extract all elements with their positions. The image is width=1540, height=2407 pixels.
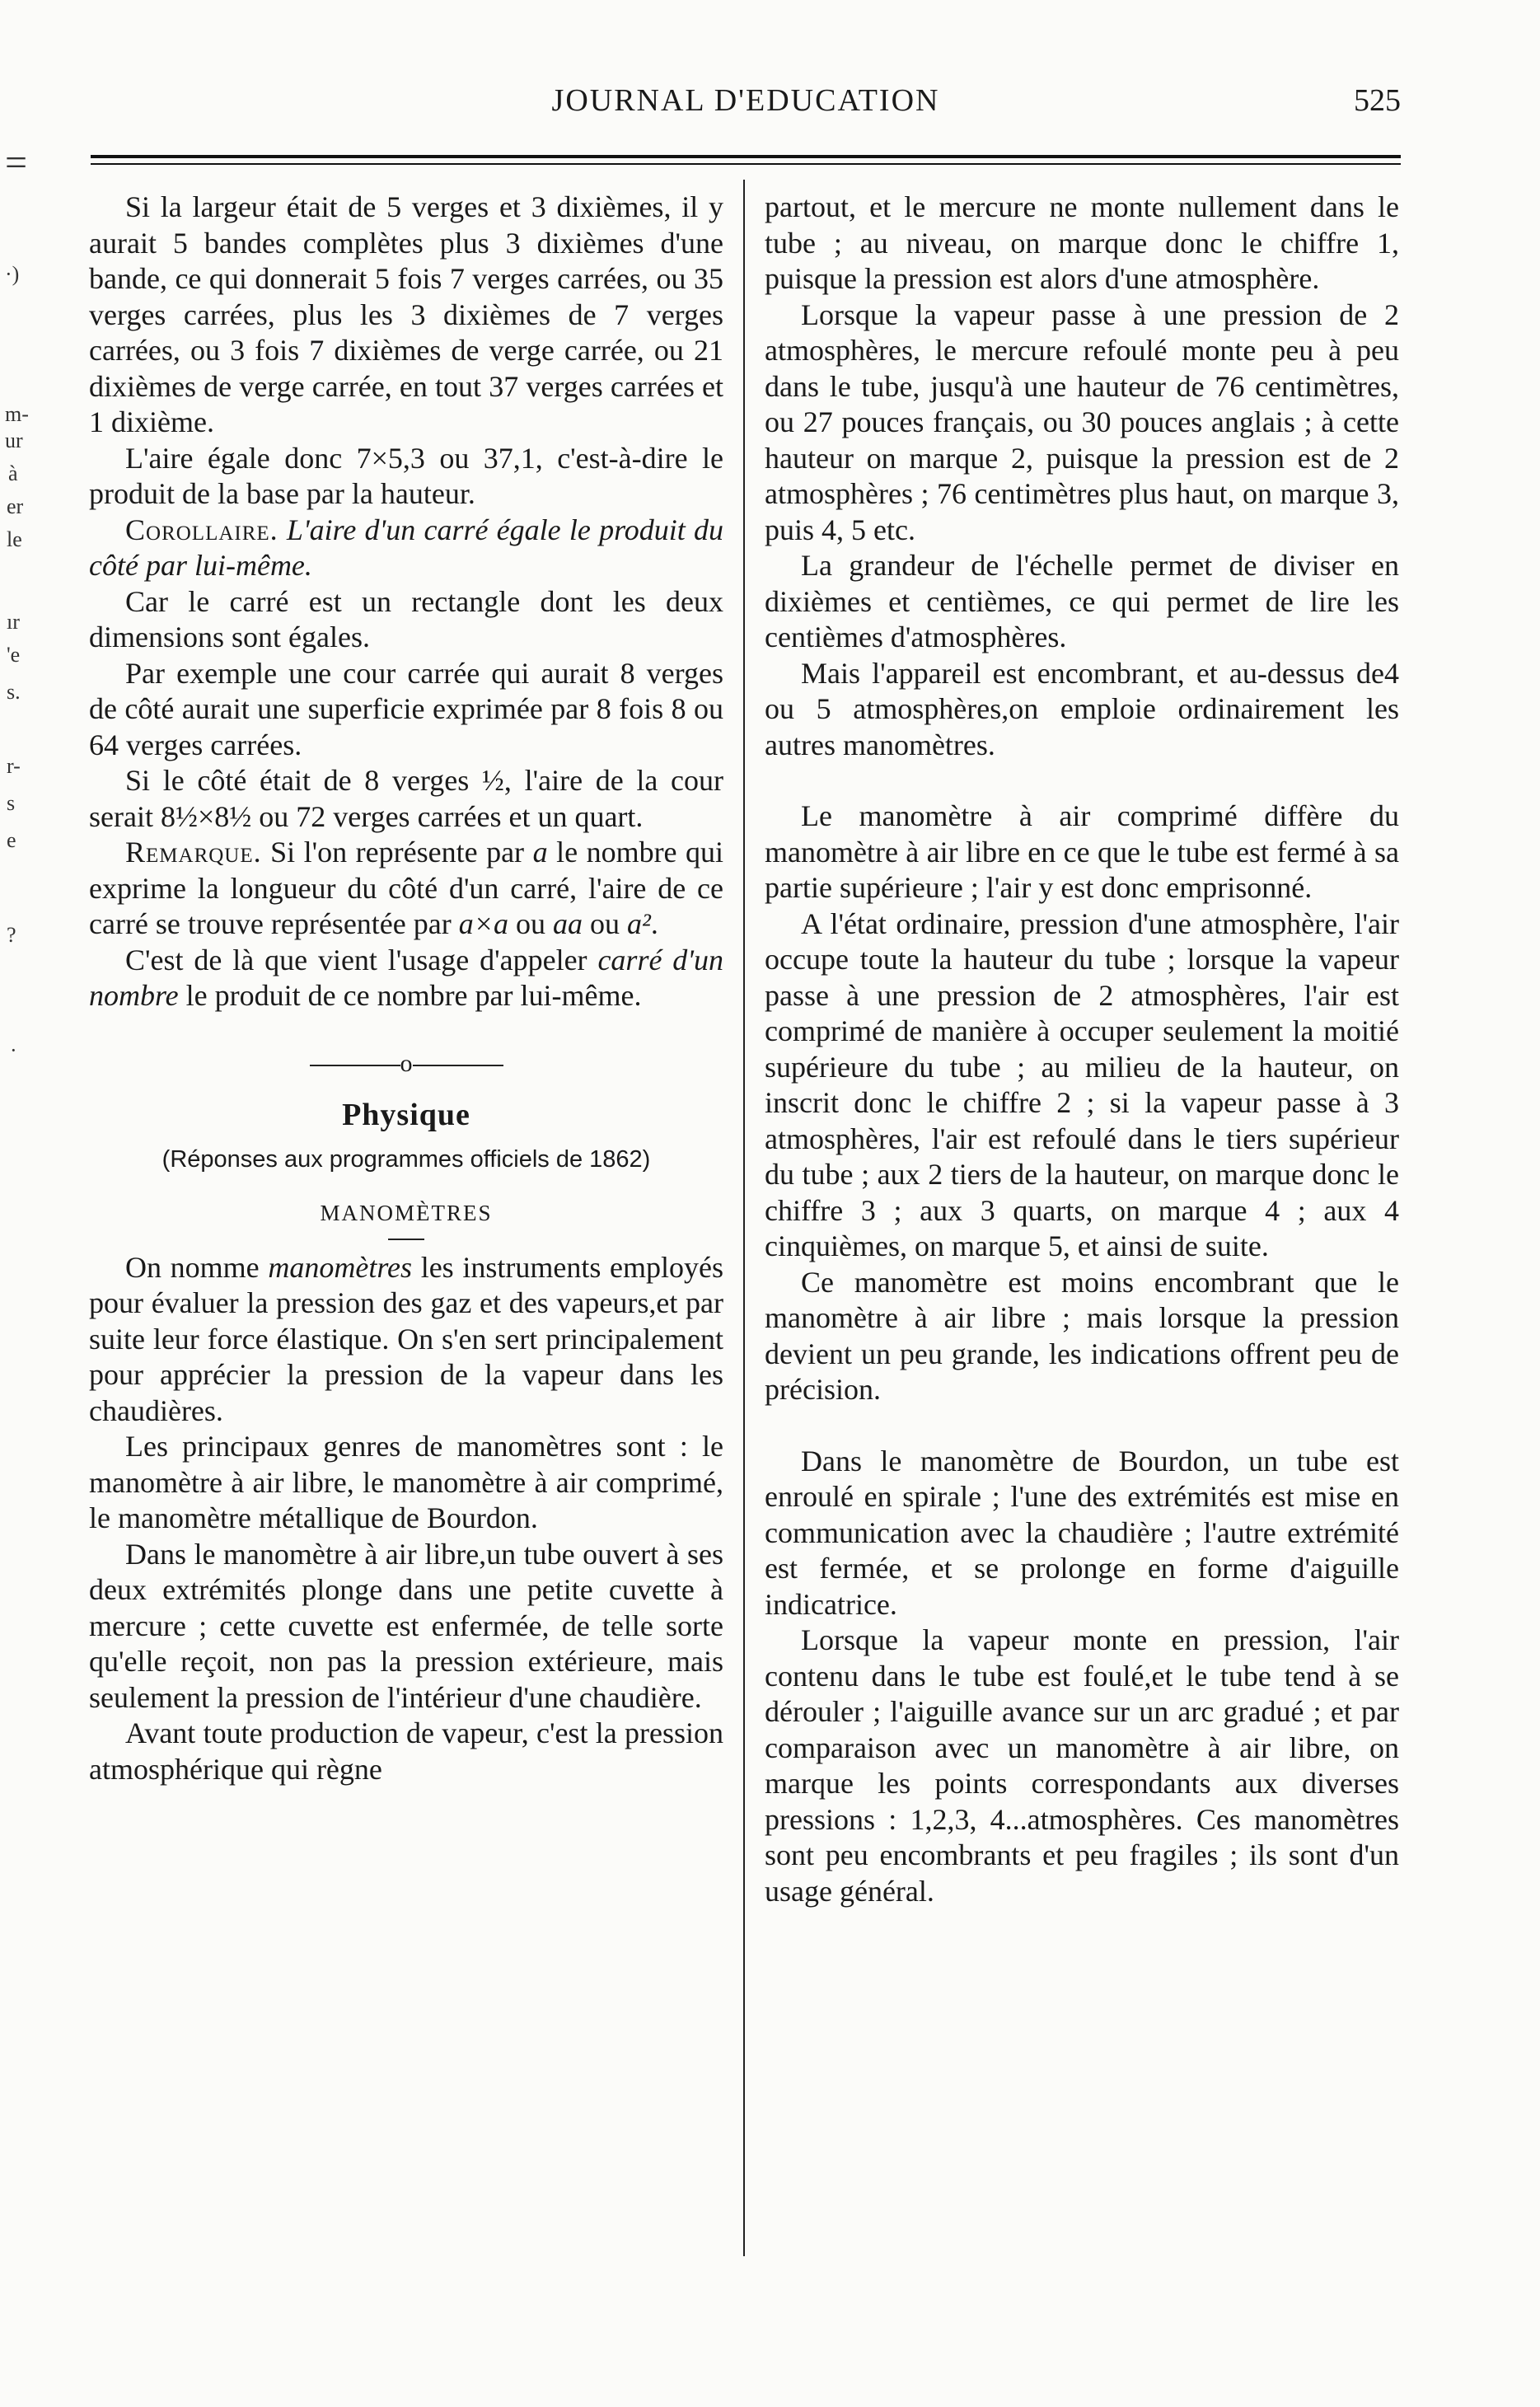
header-rule-thin (91, 163, 1401, 165)
paragraph: Ce manomètre est moins encombrant que le manomètre à air libre ; mais lorsque la pression devient un peu grande, les indications offrent peu de précision. (765, 1265, 1399, 1406)
margin-mark: e (7, 828, 16, 852)
margin-mark: r- (7, 754, 21, 778)
paragraph: Lorsque la vapeur passe à une pression de 2 atmosphères, le mercure refoulé monte peu à peu dans le tube, jusqu'à une hauteur de 76 centimètres, ou 27 pouces français, ou 30 pouces anglais ; à cette hauteur on marque 2, puisque la pression est de 2 atmosphères ; 76 centimètres plus haut, on marque 3, puis 4, 5 etc. (765, 297, 1399, 546)
column-divider (743, 180, 745, 2256)
margin-mark: m- (5, 402, 29, 426)
remark-text: le nombre qui exprime la longueur du côté d'un carré, l'aire de ce carré se trouve représentée par (89, 836, 724, 940)
paragraph: Lorsque la vapeur monte en pression, l'air contenu dans le tube est foulé,et le tube tend à se dérouler ; l'aiguille avance sur un arc gradué ; et par comparaison avec un manomètre à air libre, on marque les points correspondants aux diverses pressions : 1,2,3, 4...atmosphères. Ces manomètres sont peu encombrants et peu fragiles ; ils sont d'un usage général. (765, 1623, 1399, 1908)
section-subtitle: (Réponses aux programmes officiels de 1862) (161, 1145, 651, 1173)
page-number: 525 (1354, 83, 1401, 118)
remark-label: Remarque. (125, 836, 262, 869)
margin-mark: s. (7, 680, 21, 704)
remark-expression: a×a (458, 907, 509, 940)
remark-text: ou (516, 907, 546, 940)
remark-paragraph: Remarque. Si l'on représente par a le nombre qui exprime la longueur du côté d'un carré, l'aire de ce carré se trouve représentée par a×a ou aa ou a². (89, 836, 724, 940)
left-column (89, 190, 723, 1787)
remark-text: Si l'on représente par (270, 836, 525, 869)
paragraph-text: On nomme (125, 1250, 260, 1284)
margin-mark: ? (7, 923, 16, 947)
paragraph: Dans le manomètre de Bourdon, un tube est enroulé en spirale ; l'une des extrémités est mise en communication avec la chaudière ; l'autre extrémité est fermée, et se prolonge en forme d'aiguille indicatrice. (765, 1444, 1399, 1621)
margin-mark: · (10, 1038, 17, 1062)
running-title: JOURNAL D'EDUCATION (551, 83, 940, 118)
remark-expression: a² (627, 907, 651, 940)
paragraph: Dans le manomètre à air libre,un tube ouvert à ses deux extrémités plonge dans une petite cuvette à mercure ; cette cuvette est enfermée, de telle sorte qu'elle reçoit, non pas la pression extérieure, mais seulement la pression de l'intérieur d'une chaudière. (89, 1537, 723, 1714)
margin-mark: le (7, 527, 22, 551)
paragraph: partout, et le mercure ne monte nullement dans le tube ; au niveau, on marque donc le chiffre 1, puisque la pression est alors d'une atmosphère. (765, 190, 1399, 295)
paragraph: La grandeur de l'échelle permet de diviser en dixièmes et centièmes, ce qui permet de lire les centièmes d'atmosphères. (765, 549, 1399, 653)
paragraph: Si la largeur était de 5 verges et 3 dixièmes, il y aurait 5 bandes complètes plus 3 dixièmes d'une bande, ce qui donnerait 5 fois 7 verges carrées, ou 35 verges carrées, plus les 3 dixièmes de 7 verges carrées, ou 3 fois 7 dixièmes de verge carrée, ou 21 dixièmes de verge carrée, en tout 37 verges carrées et 1 dixième. (89, 190, 723, 438)
paragraph: Car le carré est un rectangle dont les deux dimensions sont égales. (89, 584, 723, 653)
margin-mark: à (8, 461, 18, 485)
paragraph: Par exemple une cour carrée qui aurait 8 verges de côté aurait une superficie exprimée par 8 fois 8 ou 64 verges carrées. (89, 656, 723, 761)
corollary-paragraph (89, 513, 723, 584)
margin-mark: ·) (5, 262, 20, 286)
margin-mark: ır (7, 610, 20, 634)
remark-variable: a (532, 836, 548, 869)
header-rule-thick (91, 155, 1401, 158)
sub-heading: MANOMÈTRES (320, 1201, 493, 1225)
separator-mark: o (400, 1049, 413, 1077)
paragraph: Le manomètre à air comprimé diffère du manomètre à air libre en ce que le tube est fermé à sa partie supérieure ; l'air y est donc emprisonné. (765, 799, 1399, 904)
corollary-label: Corollaire. (125, 513, 279, 546)
emphasis: carré d'un nombre (89, 943, 724, 1012)
paragraph: A l'état ordinaire, pression d'une atmosphère, l'air occupe toute la hauteur du tube ; lorsque la vapeur passe à une pression de 2 atmosphères, l'air est comprimé de manière à occuper seulement la moitié supérieure du tube ; au milieu de la hauteur, on inscrit donc le chiffre 2 ; si la vapeur passe à 3 atmosphères, l'air est refoulé dans le tiers supérieur du tube ; aux 2 tiers de la hauteur, on marque donc le chiffre 3 ; aux 3 quarts, on marque 4 ; aux 4 cinquièmes, on marque 5, et ainsi de suite. (765, 906, 1399, 1262)
paragraph (89, 1250, 723, 1430)
margin-mark: = (5, 141, 28, 185)
paragraph: Les principaux genres de manomètres sont : le manomètre à air libre, le manomètre à air comprimé, le manomètre métallique de Bourdon. (89, 1430, 723, 1534)
paragraph: Si le côté était de 8 verges ½, l'aire de la cour serait 8½×8½ ou 72 verges carrées et un quart. (89, 764, 723, 833)
section-title: Physique (342, 1098, 470, 1132)
paragraph (89, 943, 723, 1014)
section-separator (89, 1046, 723, 1082)
margin-mark: er (7, 494, 24, 518)
margin-mark: 'e (7, 643, 21, 667)
paragraph-text: les instruments employés pour évaluer la pression des gaz et des vapeurs,et par suite leur force élastique. On s'en sert principalement pour apprécier la pression de la vapeur dans les chaudières. (89, 1250, 724, 1427)
margin-mark: s (7, 791, 16, 815)
paragraph: L'aire égale donc 7×5,3 ou 37,1, c'est-à-dire le produit de la base par la hauteur. (89, 441, 723, 510)
paragraph-text: le produit de ce nombre par lui-même. (185, 979, 642, 1012)
page-header (91, 82, 1401, 132)
separator-line (310, 1065, 400, 1066)
paragraph-text: C'est de là que vient l'usage d'appeler (125, 943, 587, 976)
paragraph: Avant toute production de vapeur, c'est la pression atmosphérique qui règne (89, 1716, 723, 1786)
emphasis: manomètres (268, 1250, 412, 1284)
right-column (765, 190, 1399, 1909)
margin-mark: ur (5, 428, 23, 452)
corollary-text: L'aire d'un carré égale le produit du côté par lui-même. (89, 513, 724, 582)
paragraph: Mais l'appareil est encombrant, et au-dessus de4 ou 5 atmosphères,on emploie ordinairement les autres manomètres. (765, 656, 1399, 761)
remark-text: ou (590, 907, 620, 940)
remark-expression: aa (553, 907, 583, 940)
sub-heading-rule (388, 1239, 424, 1240)
separator-line (413, 1065, 503, 1066)
